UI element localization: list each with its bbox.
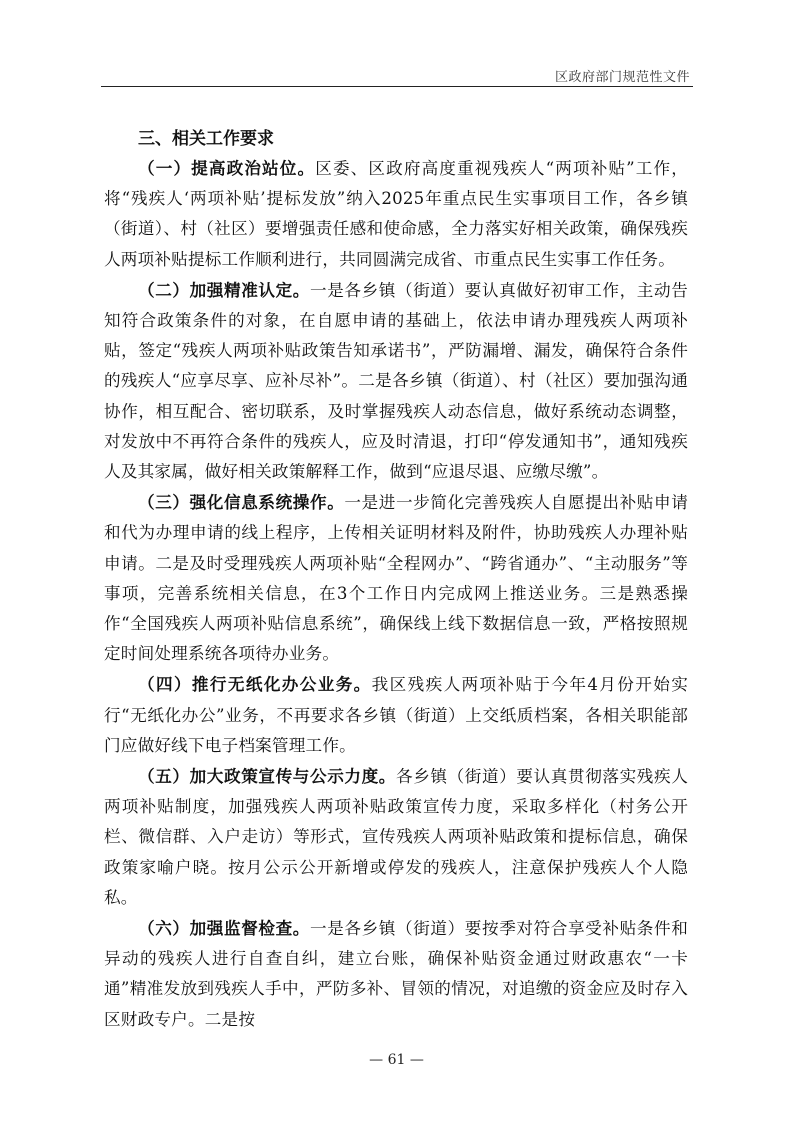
paragraph-6-lead: （六）加强监督检查。 xyxy=(138,918,310,939)
paragraph-1 xyxy=(104,153,688,275)
paragraph-3-text: 一是进一步简化完善残疾人自愿提出补贴申请和代为办理申请的线上程序，上传相关证明材料及附件，协助残疾人办理补贴申请。二是及时受理残疾人两项补贴“全程网办”、“跨省通办”、“主动服务”等事项，完善系统相关信息，在3个工作日内完成网上推送业务。三是熟悉操作“全国残疾人两项补贴信息系统”，确保线上线下数据信息一致，严格按照规定时间处理系统各项待办业务。 xyxy=(104,493,688,664)
paragraph-2-text: 一是各乡镇（街道）要认真做好初审工作，主动告知符合政策条件的对象，在自愿申请的基础上，依法申请办理残疾人两项补贴，签定“残疾人两项补贴政策告知承诺书”，严防漏增、漏发，确保符合条件的残疾人“应享尽享、应补尽补”。二是各乡镇（街道）、村（社区）要加强沟通协作，相互配合、密切联系，及时掌握残疾人动态信息，做好系统动态调整，对发放中不再符合条件的残疾人，应及时清退，打印“停发通知书”，通知残疾人及其家属，做好相关政策解释工作，做到“应退尽退、应缴尽缴”。 xyxy=(104,280,688,482)
page-number: — 61 — xyxy=(369,1052,424,1068)
header-divider xyxy=(101,86,693,87)
paragraph-2-lead: （二）加强精准认定。 xyxy=(138,279,310,300)
paragraph-5-text: 各乡镇（街道）要认真贯彻落实残疾人两项补贴制度，加强残疾人两项补贴政策宣传力度，采取多样化（村务公开栏、微信群、入户走访）等形式，宣传残疾人两项补贴政策和提标信息，确保政策家喻户晓。按月公示公开新增或停发的残疾人，注意保护残疾人个人隐私。 xyxy=(104,767,688,907)
paragraph-3 xyxy=(104,487,688,669)
document-body xyxy=(104,126,688,1035)
paragraph-4-text: 我区残疾人两项补贴于今年4月份开始实行“无纸化办公”业务，不再要求各乡镇（街道）上交纸质档案，各相关职能部门应做好线下电子档案管理工作。 xyxy=(104,675,688,755)
document-header-title: 区政府部门规范性文件 xyxy=(554,70,690,85)
paragraph-2 xyxy=(104,275,688,487)
paragraph-6 xyxy=(104,913,688,1035)
paragraph-4-lead: （四）推行无纸化办公业务。 xyxy=(138,674,372,695)
paragraph-3-lead: （三）强化信息系统操作。 xyxy=(138,492,345,513)
section-heading: 三、相关工作要求 xyxy=(138,129,274,149)
paragraph-1-text: 区委、区政府高度重视残疾人“两项补贴”工作，将“残疾人‘两项补贴’提标发放”纳入2025年重点民生实事项目工作，各乡镇（街道）、村（社区）要增强责任感和使命感，全力落实好相关政策，确保残疾人两项补贴提标工作顺利进行，共同圆满完成省、市重点民生实事工作任务。 xyxy=(104,159,688,269)
paragraph-6-text: 一是各乡镇（街道）要按季对符合享受补贴条件和异动的残疾人进行自查自纠，建立台账，确保补贴资金通过财政惠农“一卡通”精准发放到残疾人手中，严防多补、冒领的情况，对追缴的资金应及时存入区财政专户。二是按 xyxy=(104,919,688,1029)
paragraph-4 xyxy=(104,669,688,761)
paragraph-5 xyxy=(104,761,688,913)
paragraph-1-lead: （一）提高政治站位。 xyxy=(138,158,316,178)
paragraph-5-lead: （五）加大政策宣传与公示力度。 xyxy=(138,766,396,787)
